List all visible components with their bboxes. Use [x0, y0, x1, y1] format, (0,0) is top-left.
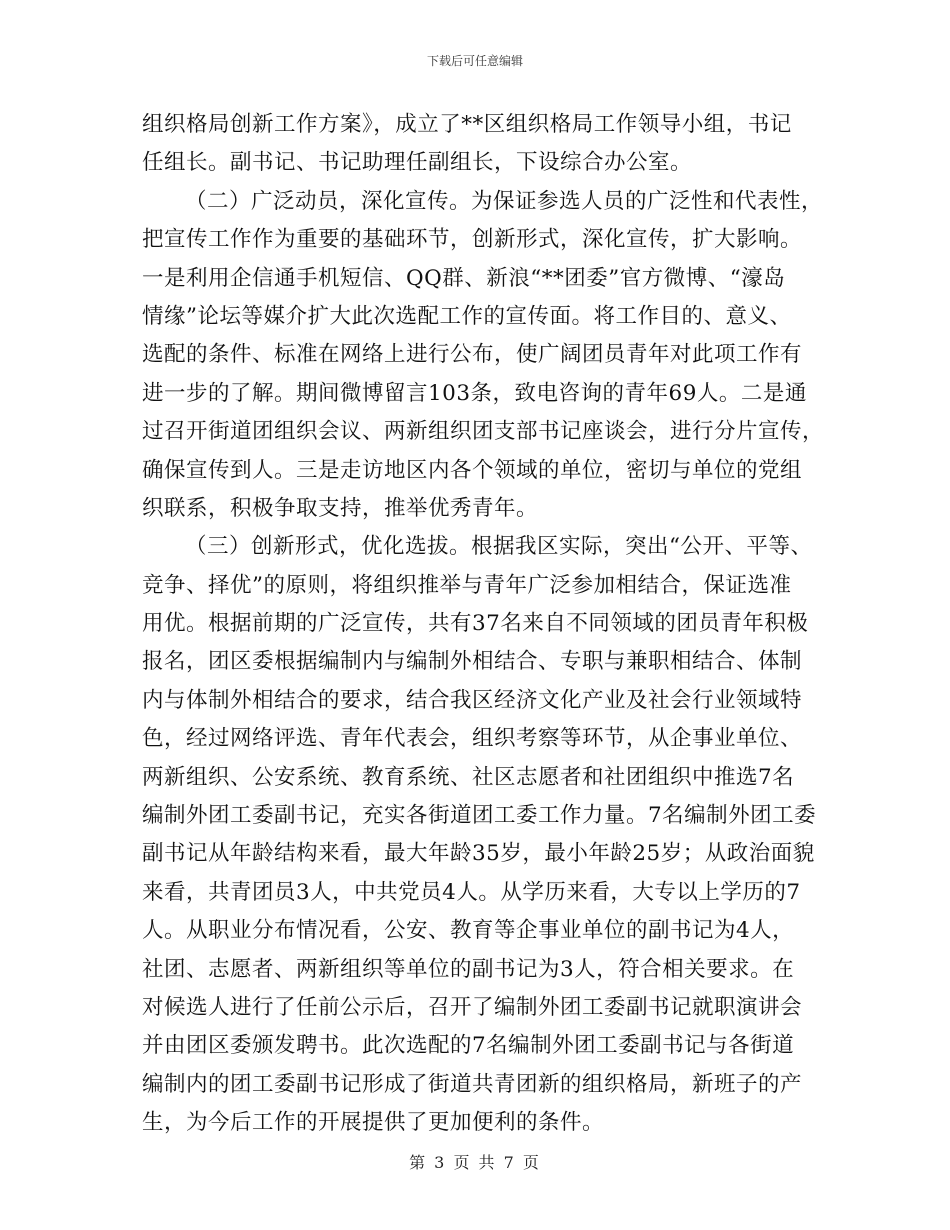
text-line: 人。从职业分布情况看，公安、教育等企事业单位的副书记为4人， — [142, 918, 795, 944]
paragraph-start-line: （三）创新形式，优化选拔。根据我区实际，突出“公开、平等、 — [185, 534, 813, 560]
text-line: 竞争、择优”的原则，将组织推举与青年广泛参加相结合，保证选准 — [142, 572, 792, 598]
text-line: 情缘”论坛等媒介扩大此次选配工作的宣传面。将工作目的、意义、 — [142, 303, 792, 329]
text-line: 织联系，积极争取支持，推举优秀青年。 — [142, 495, 539, 521]
text-line: 社团、志愿者、两新组织等单位的副书记为3人，符合相关要求。在 — [142, 956, 795, 982]
paragraph-start-line: （二）广泛动员，深化宣传。为保证参选人员的广泛性和代表性， — [185, 188, 824, 214]
page-header: 下载后可任意编辑 — [426, 54, 523, 68]
text-line: 报名，团区委根据编制内与编制外相结合、专职与兼职相结合、体制 — [142, 649, 803, 675]
text-line: 确保宣传到人。三是走访地区内各个领域的单位，密切与单位的党组 — [142, 457, 803, 483]
text-line: 用优。根据前期的广泛宣传，共有37名来自不同领域的团员青年积极 — [142, 611, 809, 637]
document-body — [142, 106, 825, 1143]
text-line: 一是利用企信通手机短信、QQ群、新浪“**团委”官方微博、“濠岛 — [142, 265, 786, 291]
text-line: 编制内的团工委副书记形成了街道共青团新的组织格局，新班子的产 — [142, 1071, 803, 1097]
text-line: 色，经过网络评选、青年代表会，组织考察等环节，从企事业单位、 — [142, 726, 803, 752]
page-number: 第 3 页 共 7 页 — [409, 1153, 541, 1172]
text-line: 把宣传工作作为重要的基础环节，创新形式，深化宣传，扩大影响。 — [142, 227, 803, 253]
text-line: 选配的条件、标准在网络上进行公布，使广阔团员青年对此项工作有 — [142, 342, 803, 368]
text-line: 内与体制外相结合的要求，结合我区经济文化产业及社会行业领域特 — [142, 687, 803, 713]
text-line: 两新组织、公安系统、教育系统、社区志愿者和社团组织中推选7名 — [142, 764, 795, 790]
text-line: 进一步的了解。期间微博留言103条，致电咨询的青年69人。二是通 — [142, 380, 807, 406]
text-line: 并由团区委颁发聘书。此次选配的7名编制外团工委副书记与各街道 — [142, 1033, 795, 1059]
text-line: 过召开街道团组织会议、两新组织团支部书记座谈会，进行分片宣传， — [142, 419, 825, 445]
text-line: 任组长。副书记、书记助理任副组长，下设综合办公室。 — [142, 150, 693, 176]
text-line: 编制外团工委副书记，充实各街道团工委工作力量。7名编制外团工委 — [142, 803, 817, 829]
text-line: 副书记从年龄结构来看，最大年龄35岁，最小年龄25岁；从政治面貌 — [142, 841, 815, 867]
text-line: 对候选人进行了任前公示后，召开了编制外团工委副书记就职演讲会 — [142, 994, 803, 1020]
text-line: 组织格局创新工作方案》，成立了**区组织格局工作领导小组，书记 — [142, 112, 792, 137]
text-line: 生，为今后工作的开展提供了更加便利的条件。 — [142, 1110, 605, 1136]
text-line: 来看，共青团员3人，中共党员4人。从学历来看，大专以上学历的7 — [142, 879, 801, 905]
